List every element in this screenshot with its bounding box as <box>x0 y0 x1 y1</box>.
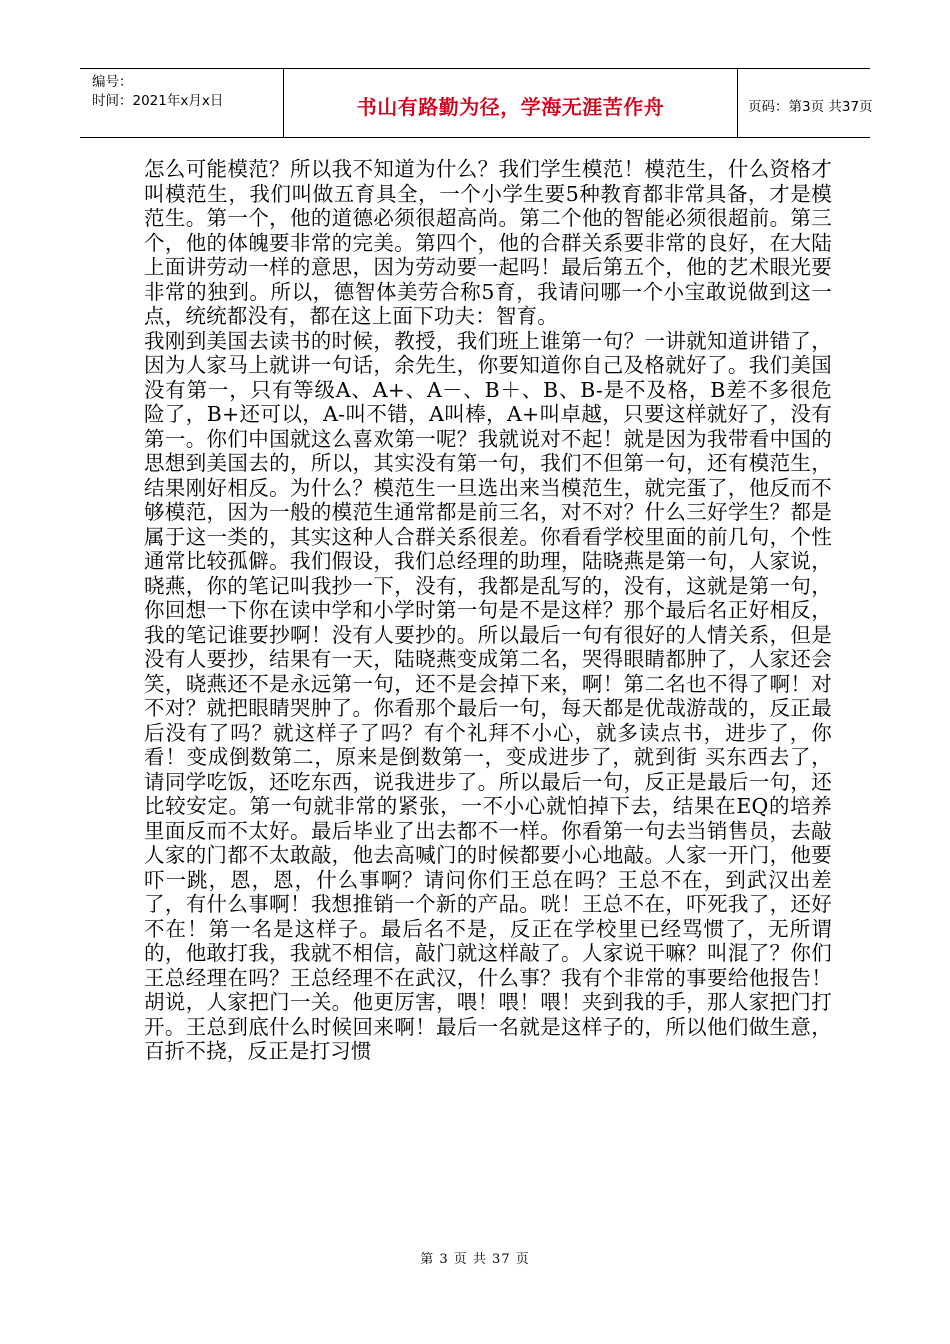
page-footer <box>0 1248 950 1267</box>
header-motto-cell <box>284 69 738 137</box>
document-date-label: 时间：2021年x月x日 <box>92 93 224 109</box>
footer-page-number: 第 3 页 共 37 页 <box>420 1252 530 1267</box>
body-paragraph: 怎么可能模范？所以我不知道为什么？我们学生模范！模范生，什么资格才叫模范生，我们叫做五育具全，一个小学生要5种教育都非常具备，才是模范生。第一个，他的道德必须很超高尚。第二个他的智能必须很超前。第三个，他的体魄要非常的完美。第四个，他的合群关系要非常的良好，在大陆上面讲劳动一样的意思，因为劳动要一起吗！最后第五个，他的艺术眼光要非常的独到。所以，德智体美劳合称5育，我请问哪一个小宝敢说做到这一点，统统都没有，都在这上面下功夫：智育。 <box>144 157 832 328</box>
header-page-number: 页码：第3页 共37页 <box>748 99 873 115</box>
document-number-label: 编号： <box>92 74 133 90</box>
page-header <box>80 68 873 138</box>
header-motto: 书山有路勤为径，学海无涯苦作舟 <box>356 94 665 119</box>
body-paragraph: 我刚到美国去读书的时候，教授，我们班上谁第一句？一讲就知道讲错了，因为人家马上就讲一句话，余先生，你要知道你自己及格就好了。我们美国没有第一，只有等级A、A+、A－、B＋、B、B-是不及格，B差不多很危险了，B+还可以，A-叫不错，A叫棒，A+叫卓越，只要这样就好了，没有第一。你们中国就这么喜欢第一呢？我就说对不起！就是因为我带看中国的思想到美国去的，所以，其实没有第一句，我们不但第一句，还有模范生，结果刚好相反。为什么？模范生一旦选出来当模范生，就完蛋了，他反而不够模范，因为一般的模范生通常都是前三名，对不对？什么三好学生？都是属于这一类的，其实这种人合群关系很差。你看看学校里面的前几句，个性通常比较孤僻。我们假设，我们总经理的助理，陆晓燕是第一句，人家说，晓燕，你的笔记叫我抄一下，没有，我都是乱写的，没有，这就是第一句，你回想一下你在读中学和小学时第一句是不是这样？那个最后名正好相反，我的笔记谁要抄啊！没有人要抄的。所以最后一句有很好的人情关系，但是没有人要抄，结果有一天，陆晓燕变成第二名，哭得眼睛都肿了，人家还会笑，晓燕还不是永远第一句，还不是会掉下来，啊！第二名也不得了啊！对不对？就把眼睛哭肿了。你看那个最后一句，每天都是优哉游哉的，反正最后没有了吗？就这样子了吗？有个礼拜不小心，就多读点书，进步了，你看！变成倒数第二，原来是倒数第一，变成进步了，就到街 买东西去了，请同学吃饭，还吃东西，说我进步了。所以最后一句，反正是最后一句，还比较安定。第一句就非常的紧张，一不小心就怕掉下去，结果在EQ的培养里面反而不太好。最后毕业了出去都不一样。你看第一句去当销售员，去敲人家的门都不太敢敲，他去高喊门的时候都要小心地敲。人家一开门，他要吓一跳，恩，恩，什么事啊？请问你们王总在吗？王总不在，到武汉出差了，有什么事啊！我想推销一个新的产品。咣！王总不在，吓死我了，还好不在！第一名是这样子。最后名不是，反正在学校里已经骂惯了，无所谓的，他敢打我，我就不相信，敲门就这样敲了。人家说干嘛？叫混了？你们王总经理在吗？王总经理不在武汉，什么事？我有个非常的事要给他报告！胡说，人家把门一关。他更厉害，喂！喂！喂！夹到我的手，那人家把门打开。王总到底什么时候回来啊！最后一名就是这样子的，所以他们做生意，百折不挠，反正是打习惯 <box>144 328 832 1063</box>
header-page-cell <box>738 69 873 137</box>
header-meta <box>80 69 284 137</box>
document-body <box>144 157 832 1064</box>
